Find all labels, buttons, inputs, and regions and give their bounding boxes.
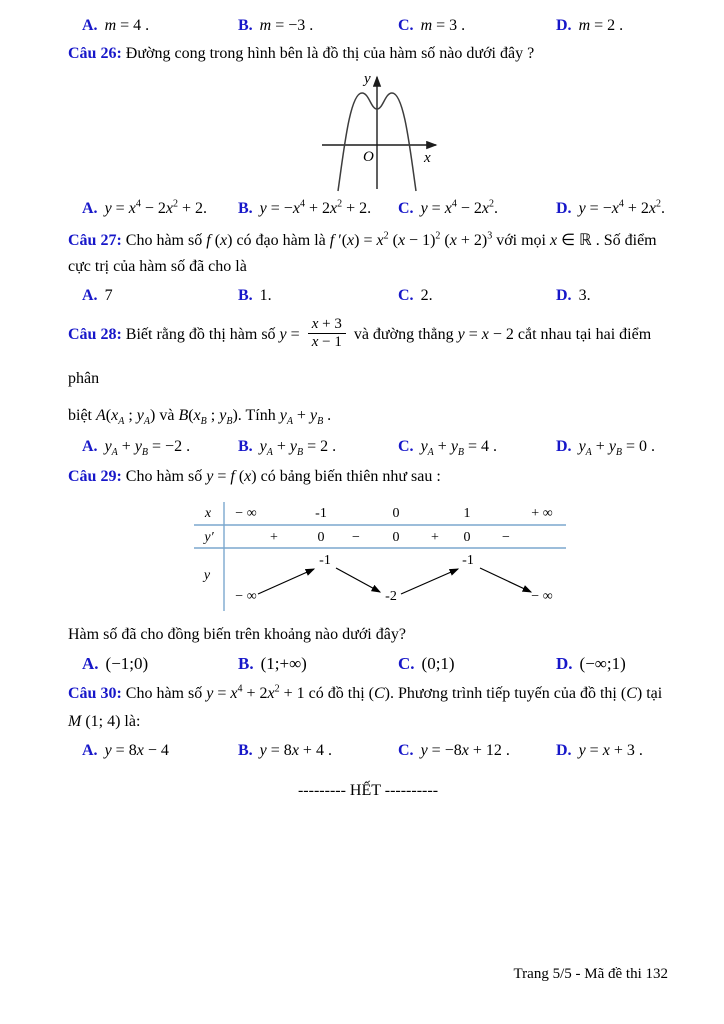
y-local-max: -1: [462, 553, 474, 568]
table-label-yprime: y′: [204, 530, 214, 545]
option-q28-a: [82, 433, 238, 460]
yprime-val: −: [502, 530, 510, 545]
question-30-line2: [68, 709, 668, 735]
option-letter: D.: [556, 438, 572, 455]
x-val: 1: [463, 506, 471, 521]
page-footer: Trang 5/5 - Mã đề thi 132: [513, 966, 668, 982]
yprime-val: −: [352, 530, 360, 545]
question-30-label: Câu 30:: [68, 685, 122, 702]
x-val: − ∞: [235, 506, 257, 521]
option-q29-a: [82, 650, 238, 677]
option-q27-c: [398, 282, 556, 309]
option-letter: C.: [398, 742, 414, 759]
question-28-line1: [68, 313, 668, 401]
option-letter: C.: [398, 654, 415, 673]
option-value: 1.: [259, 287, 272, 304]
option-letter: C.: [398, 438, 414, 455]
x-val: 0: [392, 506, 400, 521]
option-q27-d: [556, 282, 668, 309]
question-26: [68, 41, 668, 67]
option-q25-d: [556, 12, 668, 39]
table-label-x: x: [204, 506, 212, 521]
option-letter: C.: [398, 17, 414, 34]
option-letter: B.: [238, 438, 253, 455]
option-q25-b: [238, 12, 398, 39]
x-axis-label: x: [424, 150, 431, 166]
option-value: $y = -x^4 + 2x^2$.: [578, 198, 665, 217]
option-value: y = −8x + 12 .: [420, 742, 510, 759]
option-value: $y = -x^4 + 2x^2 + 2$.: [259, 198, 372, 217]
arrow-down: [480, 568, 531, 592]
option-q27-a: [82, 282, 238, 309]
option-value: (1;+∞): [260, 654, 307, 673]
y-limit: − ∞: [531, 589, 553, 604]
table-label-y: y: [203, 568, 211, 583]
question-29-text: Cho hàm số y = f (x) có bảng biến thiên như sau :: [125, 468, 441, 485]
option-value: y = 8x − 4: [104, 742, 169, 759]
x-val: + ∞: [531, 506, 553, 521]
question-27-text: Cho hàm số f (x) có đạo hàm là f $'(x) = x^2$ $(x - 1)^2$ $(x + 2)^3$ với mọi x ∈ ℝ . Số điểm cực trị của hàm số đã cho là: [68, 230, 657, 275]
option-q30-b: [238, 737, 398, 764]
option-q29-c: [398, 650, 556, 677]
question-29-sub-text: Hàm số đã cho đồng biến trên khoảng nào dưới đây?: [68, 626, 406, 643]
yprime-val: +: [270, 530, 278, 545]
option-value: $y = x^4 - 2x^2 + 2$.: [104, 198, 207, 217]
option-letter: C.: [398, 200, 414, 217]
answer-row-q29: [82, 650, 668, 677]
answer-row-q28: [82, 433, 668, 460]
question-28-text-line2: biệt $A(x_A$ ; $y_A$) và $B(x_B$ ; $y_B$). Tính $y_A + y_B$ .: [68, 407, 332, 428]
option-q28-c: [398, 433, 556, 460]
origin-label: O: [363, 149, 374, 165]
question-26-label: Câu 26:: [68, 45, 122, 62]
end-of-exam-marker: --------- HẾT ----------: [297, 782, 439, 799]
arrow-up: [258, 569, 314, 594]
option-value: (−1;0): [105, 654, 149, 673]
option-letter: A.: [82, 200, 98, 217]
answer-row-q27: [82, 282, 668, 309]
option-letter: A.: [82, 654, 99, 673]
option-q25-c: [398, 12, 556, 39]
y-local-min: -2: [385, 589, 397, 604]
question-30-text-line2: M (1; 4) là:: [68, 713, 141, 730]
question-27-label: Câu 27:: [68, 232, 122, 249]
y-local-max: -1: [319, 553, 331, 568]
question-28-label: Câu 28:: [68, 326, 122, 343]
y-limit: − ∞: [235, 589, 257, 604]
option-letter: D.: [556, 742, 572, 759]
option-letter: B.: [238, 654, 254, 673]
option-value: (−∞;1): [579, 654, 626, 673]
yprime-val: 0: [392, 530, 400, 545]
x-val: -1: [315, 506, 327, 521]
option-q26-b: [238, 195, 398, 222]
option-letter: D.: [556, 17, 572, 34]
yprime-val: +: [431, 530, 439, 545]
option-value: 7: [104, 287, 113, 304]
option-letter: D.: [556, 200, 572, 217]
arrow-up: [401, 569, 458, 594]
option-value: m = 4 .: [104, 17, 150, 34]
option-letter: A.: [82, 287, 98, 304]
option-letter: B.: [238, 742, 253, 759]
option-q25-a: [82, 12, 238, 39]
option-letter: B.: [238, 17, 253, 34]
option-letter: C.: [398, 287, 414, 304]
option-letter: D.: [556, 654, 573, 673]
answer-row-q30: [82, 737, 668, 764]
option-value: $y_A + y_B = 4$ .: [420, 438, 498, 459]
question-27: [68, 228, 668, 280]
option-value: 2.: [420, 287, 433, 304]
option-value: 3.: [578, 287, 591, 304]
question-30-text-line1: Cho hàm số $y = x^4 + 2x^2 + 1$ có đồ thị (C). Phương trình tiếp tuyến của đồ thị (C) tại: [125, 683, 663, 702]
option-value: $y = x^4 - 2x^2$.: [420, 198, 498, 217]
arrow-down: [336, 568, 380, 592]
option-q30-c: [398, 737, 556, 764]
yprime-val: 0: [317, 530, 325, 545]
question-26-text: Đường cong trong hình bên là đồ thị của hàm số nào dưới đây ?: [125, 45, 535, 62]
yprime-val: 0: [463, 530, 471, 545]
option-letter: A.: [82, 17, 98, 34]
option-value: m = 3 .: [420, 17, 466, 34]
option-q28-d: [556, 433, 668, 460]
option-q26-c: [398, 195, 556, 222]
q26-function-graph: [318, 69, 448, 193]
question-28-text-line1: Biết rằng đồ thị hàm số y = $\frac{x + 3}{x - 1}$ và đường thẳng y = x − 2 cắt nhau tại hai điểm phân: [68, 315, 652, 387]
option-q28-b: [238, 433, 398, 460]
option-value: $y_A + y_B = 2$ .: [259, 438, 337, 459]
option-value: (0;1): [421, 654, 455, 673]
option-letter: B.: [238, 287, 253, 304]
question-30-line1: [68, 681, 668, 707]
option-value: y = 8x + 4 .: [259, 742, 332, 759]
question-29: [68, 464, 668, 490]
answer-row-q25: [82, 12, 668, 39]
variation-table: [194, 498, 568, 614]
option-q26-d: [556, 195, 668, 222]
option-value: m = 2 .: [578, 17, 624, 34]
question-29-label: Câu 29:: [68, 468, 122, 485]
option-value: $y_A + y_B = -2$ .: [104, 438, 191, 459]
answer-row-q26: [82, 195, 668, 222]
option-q30-d: [556, 737, 668, 764]
option-q26-a: [82, 195, 238, 222]
option-letter: B.: [238, 200, 253, 217]
option-value: m = −3 .: [259, 17, 314, 34]
option-letter: A.: [82, 742, 98, 759]
option-q29-d: [556, 650, 668, 677]
option-q29-b: [238, 650, 398, 677]
option-letter: A.: [82, 438, 98, 455]
option-value: y = x + 3 .: [578, 742, 643, 759]
option-letter: D.: [556, 287, 572, 304]
question-29-sub: [68, 622, 668, 648]
option-value: $y_A + y_B = 0$ .: [578, 438, 656, 459]
y-axis-label: y: [364, 71, 371, 87]
question-28-line2: [68, 403, 668, 429]
option-q30-a: [82, 737, 238, 764]
option-q27-b: [238, 282, 398, 309]
